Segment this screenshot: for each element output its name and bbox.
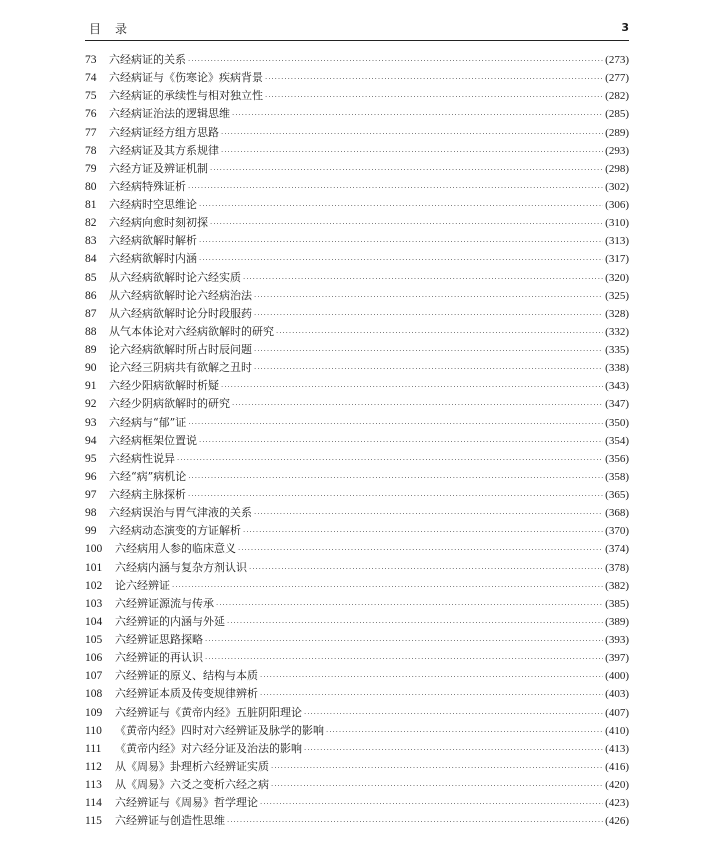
- toc-entry-number: 112: [85, 760, 102, 773]
- toc-entry-page: (368): [605, 507, 629, 520]
- toc-entry[interactable]: [85, 323, 629, 341]
- toc-leader-dots: [276, 324, 603, 341]
- toc-entry-number: 114: [85, 797, 102, 810]
- toc-entry-title: 论六经三阴病共有欲解之丑时: [109, 361, 252, 375]
- toc-leader-dots: [260, 795, 603, 812]
- toc-entry-title: 论六经辨证: [115, 578, 170, 592]
- toc-entry-title: 六经辨证的再认识: [115, 651, 203, 665]
- toc-entry-number: 80: [85, 180, 97, 193]
- toc-entry-page: (343): [605, 380, 629, 393]
- toc-entry-page: (389): [605, 615, 629, 628]
- toc-entry-title: 六经病证经方组方思路: [109, 125, 219, 139]
- toc-entry-number: 83: [85, 235, 97, 248]
- toc-leader-dots: [265, 70, 603, 87]
- toc-leader-dots: [243, 523, 603, 540]
- toc-entry-page: (416): [605, 760, 629, 773]
- toc-entry-page: (382): [605, 579, 629, 592]
- toc-entry[interactable]: [85, 269, 629, 287]
- toc-entry-number: 98: [85, 507, 97, 520]
- toc-leader-dots: [188, 487, 603, 504]
- toc-entry-page: (423): [605, 797, 629, 810]
- toc-leader-dots: [221, 143, 603, 160]
- toc-entry-number: 82: [85, 217, 97, 230]
- toc-leader-dots: [205, 632, 603, 649]
- toc-entry[interactable]: [85, 595, 629, 613]
- toc-entry[interactable]: [85, 395, 629, 413]
- toc-leader-dots: [232, 106, 603, 123]
- toc-entry-page: (374): [605, 543, 629, 556]
- toc-entry-number: 99: [85, 525, 97, 538]
- toc-entry-title: 六经少阳病欲解时析疑: [109, 379, 219, 393]
- toc-entry[interactable]: [85, 124, 629, 142]
- toc-entry-number: 94: [85, 434, 97, 447]
- toc-leader-dots: [260, 668, 603, 685]
- toc-entry[interactable]: [85, 87, 629, 105]
- toc-entry-number: 88: [85, 325, 97, 338]
- toc-leader-dots: [205, 650, 603, 667]
- toc-entry-title: 六经病框架位置说: [109, 433, 197, 447]
- toc-entry[interactable]: [85, 105, 629, 123]
- toc-entry-page: (277): [605, 72, 629, 85]
- toc-entry-page: (347): [605, 398, 629, 411]
- toc-entry-number: 81: [85, 199, 97, 211]
- toc-entry-title: 从六经病欲解时论六经病治法: [109, 288, 252, 302]
- toc-leader-dots: [254, 505, 603, 522]
- toc-entry-title: 六经病主脉探析: [109, 488, 186, 501]
- toc-entry-number: 75: [85, 90, 97, 103]
- toc-entry-page: (358): [605, 470, 629, 483]
- toc-leader-dots: [172, 578, 603, 595]
- toc-entry[interactable]: [85, 613, 629, 631]
- toc-entry-number: 91: [85, 380, 97, 393]
- toc-entry[interactable]: [85, 432, 629, 450]
- toc-entry-page: (400): [605, 670, 629, 683]
- toc-entry-title: 从《周易》六爻之变析六经之病: [115, 778, 269, 791]
- toc-entry[interactable]: [85, 142, 629, 160]
- toc-entry-page: (335): [605, 344, 629, 356]
- toc-entry-number: 111: [85, 742, 102, 755]
- toc-entry-page: (397): [605, 652, 629, 665]
- toc-entry[interactable]: [85, 667, 629, 685]
- toc-leader-dots: [177, 451, 603, 468]
- toc-entry-page: (410): [605, 724, 629, 737]
- toc-entry[interactable]: [85, 577, 629, 595]
- toc-entry-number: 106: [85, 652, 103, 665]
- toc-entry-number: 96: [85, 470, 97, 483]
- toc-entry-number: 109: [85, 706, 103, 719]
- toc-entry-number: 84: [85, 253, 97, 266]
- toc-entry[interactable]: [85, 704, 629, 722]
- toc-entry-title: 六经辨证源流与传承: [115, 596, 214, 610]
- toc-entry-page: (350): [605, 416, 629, 429]
- toc-entry[interactable]: [85, 232, 629, 250]
- toc-entry[interactable]: [85, 776, 629, 794]
- toc-entry-number: 102: [85, 579, 103, 592]
- toc-entry-title: 六经病证与《伤寒论》疾病背景: [109, 71, 263, 85]
- toc-leader-dots: [238, 541, 603, 558]
- toc-leader-dots: [254, 288, 603, 305]
- toc-entry-page: (356): [605, 452, 629, 465]
- toc-entry[interactable]: [85, 359, 629, 377]
- toc-entry-number: 76: [85, 108, 97, 121]
- toc-entry-title: 六经病性说异: [109, 451, 175, 465]
- toc-entry-page: (313): [605, 235, 629, 248]
- toc-entry[interactable]: [85, 160, 629, 178]
- toc-entry-number: 95: [85, 452, 97, 465]
- toc-leader-dots: [254, 342, 603, 359]
- toc-entry-title: 《黄帝内经》对六经分证及治法的影响: [115, 741, 302, 755]
- toc-entry[interactable]: [85, 287, 629, 305]
- toc-entry-page: (354): [605, 434, 629, 447]
- toc-entry-title: 六经辨证思路探略: [115, 633, 203, 646]
- toc-leader-dots: [216, 596, 603, 613]
- toc-entry-page: (403): [605, 688, 629, 701]
- toc-leader-dots: [271, 777, 603, 794]
- toc-entry-number: 97: [85, 489, 97, 501]
- toc-entry[interactable]: [85, 722, 629, 740]
- toc-entry-number: 108: [85, 688, 103, 701]
- toc-entry-title: 六经病欲解时解析: [109, 234, 197, 248]
- toc-entry[interactable]: [85, 305, 629, 323]
- toc-entry-page: (285): [605, 108, 629, 121]
- toc-leader-dots: [188, 415, 603, 432]
- toc-leader-dots: [188, 469, 603, 486]
- toc-entry-number: 115: [85, 815, 102, 828]
- toc-entry-number: 92: [85, 398, 97, 411]
- toc-entry[interactable]: [85, 250, 629, 268]
- toc-entry[interactable]: [85, 685, 629, 703]
- toc-entry-page: (293): [605, 144, 629, 157]
- toc-entry-number: 101: [85, 561, 103, 574]
- toc-entry[interactable]: [85, 341, 629, 359]
- toc-entry-page: (306): [605, 199, 629, 211]
- toc-entry[interactable]: [85, 559, 629, 577]
- toc-leader-dots: [210, 215, 603, 232]
- toc-entry-number: 86: [85, 289, 97, 302]
- toc-entry-number: 73: [85, 54, 97, 66]
- toc-entry[interactable]: [85, 504, 629, 522]
- toc-entry-number: 103: [85, 597, 103, 610]
- toc-entry[interactable]: [85, 631, 629, 649]
- table-of-contents: [85, 51, 629, 830]
- toc-entry[interactable]: [85, 69, 629, 87]
- toc-entry-title: 论六经病欲解时所占时辰问题: [109, 343, 252, 356]
- toc-entry-title: 从《周易》卦理析六经辨证实质: [115, 759, 269, 773]
- toc-leader-dots: [210, 161, 603, 178]
- toc-leader-dots: [254, 360, 603, 377]
- toc-entry-title: 六经“病”病机论: [109, 469, 187, 483]
- toc-leader-dots: [227, 813, 603, 830]
- toc-entry-number: 105: [85, 634, 103, 646]
- toc-entry-number: 87: [85, 307, 97, 320]
- page-header: [85, 17, 629, 41]
- toc-entry[interactable]: [85, 794, 629, 812]
- toc-entry-title: 从六经病欲解时论六经实质: [109, 270, 241, 284]
- toc-entry[interactable]: [85, 758, 629, 776]
- toc-leader-dots: [304, 705, 603, 722]
- toc-leader-dots: [265, 88, 603, 105]
- toc-entry[interactable]: [85, 196, 629, 214]
- toc-entry-number: 113: [85, 779, 102, 791]
- toc-entry-page: (407): [605, 706, 629, 719]
- toc-entry-number: 93: [85, 416, 97, 429]
- toc-entry-number: 74: [85, 72, 97, 85]
- toc-entry[interactable]: [85, 540, 629, 558]
- toc-entry-title: 《黄帝内经》四时对六经辨证及脉学的影响: [115, 723, 324, 737]
- toc-entry-title: 六经病证的承续性与相对独立性: [109, 89, 263, 103]
- toc-entry-title: 六经方证及辨证机制: [109, 161, 208, 175]
- toc-entry-page: (328): [605, 307, 629, 320]
- toc-entry-title: 六经病动态演变的方证解析: [109, 524, 241, 538]
- toc-entry-title: 六经病证治法的逻辑思维: [109, 107, 230, 121]
- toc-entry-page: (289): [605, 126, 629, 139]
- toc-entry-title: 六经少阴病欲解时的研究: [109, 397, 230, 411]
- toc-entry-title: 六经辨证本质及传变规律辨析: [115, 687, 258, 701]
- toc-entry[interactable]: [85, 214, 629, 232]
- toc-entry-page: (426): [605, 815, 629, 828]
- toc-entry-page: (310): [605, 217, 629, 230]
- toc-entry[interactable]: [85, 468, 629, 486]
- toc-entry[interactable]: [85, 51, 629, 69]
- toc-entry-number: 89: [85, 344, 97, 356]
- toc-leader-dots: [188, 52, 603, 69]
- toc-entry[interactable]: [85, 522, 629, 540]
- toc-entry-page: (378): [605, 561, 629, 574]
- toc-entry-title: 六经辨证与《周易》哲学理论: [115, 796, 258, 810]
- toc-entry-title: 六经辨证的原义、结构与本质: [115, 669, 258, 683]
- toc-entry-number: 90: [85, 362, 97, 375]
- toc-leader-dots: [243, 270, 603, 287]
- toc-entry-title: 六经病误治与胃气津液的关系: [109, 506, 252, 520]
- toc-entry-page: (413): [605, 742, 629, 755]
- toc-entry-number: 107: [85, 670, 103, 683]
- toc-leader-dots: [232, 396, 603, 413]
- toc-leader-dots: [199, 433, 603, 450]
- toc-entry-number: 110: [85, 724, 102, 737]
- toc-entry[interactable]: [85, 649, 629, 667]
- toc-entry-title: 六经辨证的内涵与外延: [115, 614, 225, 628]
- toc-entry-page: (273): [605, 54, 629, 66]
- toc-entry-page: (393): [605, 634, 629, 646]
- page-number: 3: [621, 21, 629, 34]
- toc-leader-dots: [304, 741, 603, 758]
- toc-entry-page: (370): [605, 525, 629, 538]
- toc-entry-title: 六经病内涵与复杂方剂认识: [115, 560, 247, 574]
- toc-entry-number: 85: [85, 271, 97, 284]
- toc-entry-page: (282): [605, 90, 629, 103]
- toc-entry-page: (338): [605, 362, 629, 375]
- toc-leader-dots: [271, 759, 603, 776]
- toc-entry[interactable]: [85, 450, 629, 468]
- toc-entry-page: (385): [605, 597, 629, 610]
- toc-leader-dots: [199, 251, 603, 268]
- toc-leader-dots: [326, 723, 603, 740]
- toc-leader-dots: [249, 560, 603, 577]
- toc-entry[interactable]: [85, 414, 629, 432]
- page-title: 目录: [89, 22, 142, 36]
- toc-entry-title: 六经病证的关系: [109, 53, 186, 66]
- toc-leader-dots: [199, 197, 603, 214]
- toc-entry[interactable]: [85, 486, 629, 504]
- header-divider: [85, 40, 629, 41]
- toc-leader-dots: [254, 306, 603, 323]
- toc-entry-title: 六经病特殊证析: [109, 179, 186, 193]
- toc-entry-title: 从六经病欲解时论分时段服药: [109, 306, 252, 320]
- toc-entry[interactable]: [85, 740, 629, 758]
- toc-entry-number: 77: [85, 126, 97, 139]
- toc-entry-number: 79: [85, 162, 97, 175]
- toc-entry-page: (320): [605, 271, 629, 284]
- toc-entry-number: 100: [85, 543, 103, 556]
- toc-entry-page: (302): [605, 180, 629, 193]
- toc-entry-page: (317): [605, 253, 629, 266]
- toc-leader-dots: [227, 614, 603, 631]
- toc-leader-dots: [199, 233, 603, 250]
- toc-entry-title: 六经病时空思维论: [109, 198, 197, 211]
- toc-entry-title: 六经辨证与《黄帝内经》五脏阴阳理论: [115, 705, 302, 719]
- toc-entry-page: (365): [605, 489, 629, 501]
- toc-entry[interactable]: [85, 178, 629, 196]
- toc-entry-title: 从气本体论对六经病欲解时的研究: [109, 324, 274, 338]
- toc-entry[interactable]: [85, 377, 629, 395]
- toc-entry-title: 六经病向愈时刻初探: [109, 216, 208, 230]
- toc-leader-dots: [188, 179, 603, 196]
- toc-leader-dots: [221, 378, 603, 395]
- toc-entry-title: 六经病欲解时内涵: [109, 252, 197, 266]
- toc-entry-title: 六经病与“郁”证: [109, 415, 187, 429]
- toc-entry-number: 78: [85, 144, 97, 157]
- toc-entry-page: (325): [605, 289, 629, 302]
- toc-leader-dots: [260, 686, 603, 703]
- toc-entry-title: 六经病证及其方系规律: [109, 143, 219, 157]
- toc-entry-title: 六经病用人参的临床意义: [115, 542, 236, 556]
- toc-leader-dots: [221, 125, 603, 142]
- toc-entry-page: (332): [605, 325, 629, 338]
- toc-entry-page: (298): [605, 162, 629, 175]
- toc-entry-title: 六经辨证与创造性思维: [115, 814, 225, 828]
- toc-entry[interactable]: [85, 812, 629, 830]
- toc-entry-page: (420): [605, 779, 629, 791]
- toc-entry-number: 104: [85, 615, 103, 628]
